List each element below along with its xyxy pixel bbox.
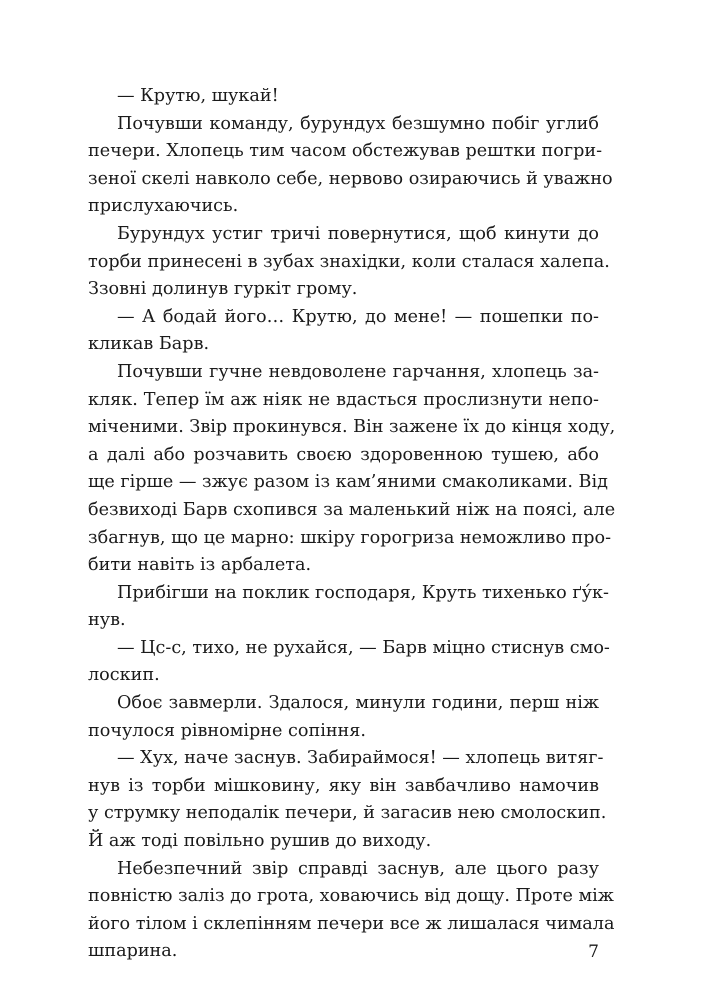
paragraph <box>88 856 615 966</box>
text-line: міченими. Звір прокинувся. Він зажене їх до кінця ходу, <box>88 417 616 438</box>
text-line: шпарина. <box>88 941 178 962</box>
paragraph <box>88 304 599 359</box>
text-line: — Хух, наче заснув. Забираймося! — хлопець витяг- <box>117 748 604 769</box>
text-line: Небезпечний звір справді заснув, але цього разу <box>117 858 599 879</box>
paragraph <box>88 221 610 304</box>
paragraph <box>88 745 607 855</box>
text-line: торби принесені в зубах знахідки, коли сталася халепа. <box>88 251 610 272</box>
text-line: — А бодай його… Крутю, до мене! — пошепки по- <box>117 306 599 327</box>
text-line: прислухаючись. <box>88 196 239 217</box>
text-line: Ззовні долинув гуркіт грому. <box>88 279 358 300</box>
text-line: нув із торби мішковину, яку він завбачливо намочив <box>88 775 599 796</box>
text-line: бити навіть із арбалета. <box>88 555 312 576</box>
body-text <box>88 83 616 966</box>
text-line: Почувши команду, бурундух безшумно побіг углиб <box>117 113 599 134</box>
text-line: Й аж тоді повільно рушив до виходу. <box>88 831 432 852</box>
text-line: збагнув, що це марно: шкіру горогриза неможливо про- <box>88 527 612 548</box>
text-line: кликав Барв. <box>88 334 210 355</box>
text-line: безвиході Барв схопився за маленький ніж на поясі, але <box>88 499 616 520</box>
text-line: печери. Хлопець тим часом обстежував рештки погри- <box>88 141 603 162</box>
text-line: його тілом і склепінням печери все ж лишалася чимала <box>88 913 615 934</box>
text-line: нув. <box>88 610 126 631</box>
paragraph <box>88 111 613 221</box>
text-line: у струмку неподалік печери, й загасив нею смолоскип. <box>88 803 607 824</box>
text-line: Почувши гучне невдоволене гарчання, хлопець за- <box>117 361 599 382</box>
paragraph <box>88 83 599 111</box>
text-line: — Крутю, шукай! <box>117 86 279 106</box>
text-line: а далі або розчавить своєю здоровенною тушею, або <box>88 444 599 465</box>
text-line: Обоє завмерли. Здалося, минули години, перш ніж <box>117 693 599 714</box>
text-line: кляк. Тепер їм аж ніяк не вдасться прослизнути непо- <box>88 389 599 410</box>
text-line: почулося рівномірне сопіння. <box>88 720 366 741</box>
paragraph <box>88 635 610 690</box>
text-line: — Цс-с, тихо, не рухайся, — Барв міцно стиснув смо- <box>117 637 610 658</box>
text-line: Прибігши на поклик господаря, Круть тихенько ґу́к- <box>117 582 609 603</box>
page-number: 7 <box>588 942 599 962</box>
text-line: Бурундух устиг тричі повернутися, щоб кинути до <box>117 223 599 244</box>
paragraph <box>88 580 609 635</box>
paragraph <box>88 359 616 580</box>
text-line: ще гірше — зжує разом із кам’яними смаколиками. Від <box>88 472 608 493</box>
text-line: зеної скелі навколо себе, нервово озираючись й уважно <box>88 168 613 189</box>
text-line: лоскип. <box>88 665 160 686</box>
text-line: повністю заліз до грота, ховаючись від дощу. Проте між <box>88 886 614 907</box>
paragraph <box>88 690 599 745</box>
